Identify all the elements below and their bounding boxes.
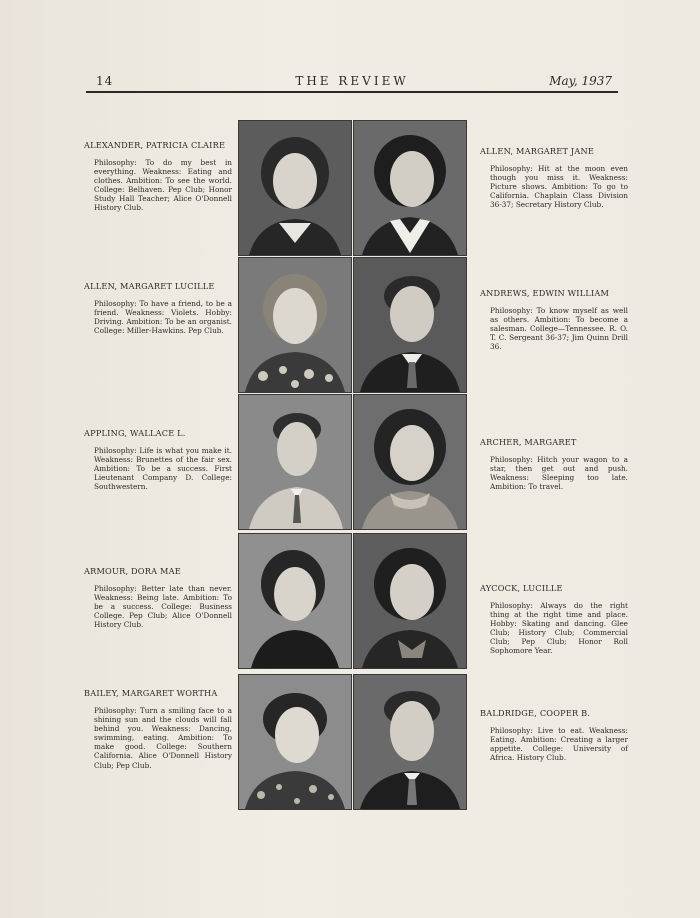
student-portrait-photo bbox=[238, 120, 352, 256]
issue-date: May, 1937 bbox=[549, 74, 612, 88]
page-number: 14 bbox=[96, 74, 114, 88]
student-portrait-photo bbox=[353, 120, 467, 256]
student-entry-left bbox=[84, 428, 232, 491]
portrait-image bbox=[239, 534, 351, 668]
student-entry-left bbox=[84, 140, 232, 213]
portrait-image bbox=[239, 121, 351, 255]
student-name: APPLING, WALLACE L. bbox=[84, 428, 186, 438]
student-portrait-photo bbox=[238, 533, 352, 669]
student-name: AYCOCK, LUCILLE bbox=[480, 583, 563, 593]
student-name: ARMOUR, DORA MAE bbox=[84, 566, 181, 576]
student-entry-right bbox=[480, 146, 628, 209]
student-entry-right bbox=[480, 708, 628, 762]
student-name: ANDREWS, EDWIN WILLIAM bbox=[480, 288, 610, 298]
student-name: BALDRIDGE, COOPER B. bbox=[480, 708, 591, 718]
student-portrait-photo bbox=[238, 674, 352, 810]
portrait-image bbox=[239, 395, 351, 529]
portrait-image bbox=[239, 675, 351, 809]
portrait-image bbox=[354, 258, 466, 392]
student-portrait-photo bbox=[353, 533, 467, 669]
student-bio: Philosophy: Always do the right thing at the right time and place. Hobby: Skating and dancing. Glee Club; History Club; Commercial Club; Pep Club; Honor Roll Sophomore Year. bbox=[490, 601, 628, 656]
student-bio: Philosophy: To know myself as well as others. Ambition: To become a salesman. College—Tennessee. R. O. T. C. Sergeant 36-37; Jim Quinn Drill 36. bbox=[490, 306, 628, 352]
student-bio: Philosophy: Better late than never. Weakness: Being late. Ambition: To be a success. College: Business College. Pep Club; Alice O'Donnell History Club. bbox=[94, 584, 232, 630]
header-rule bbox=[86, 91, 618, 93]
student-name: ALEXANDER, PATRICIA CLAIRE bbox=[84, 140, 226, 150]
student-name: ALLEN, MARGARET JANE bbox=[480, 146, 595, 156]
page-header bbox=[86, 74, 618, 90]
student-bio: Philosophy: Hit at the moon even though you miss it. Weakness: Picture shows. Ambition: To go to California. Chaplain Class Division 36-37; Secretary History Club. bbox=[490, 164, 628, 210]
student-portrait-photo bbox=[353, 394, 467, 530]
student-name: ARCHER, MARGARET bbox=[480, 437, 577, 447]
student-entry-right bbox=[480, 288, 628, 351]
student-entry-right bbox=[480, 583, 628, 656]
student-portrait-photo bbox=[353, 257, 467, 393]
student-entry-left bbox=[84, 688, 232, 770]
student-name: BAILEY, MARGARET WORTHA bbox=[84, 688, 218, 698]
student-bio: Philosophy: To have a friend, to be a friend. Weakness: Violets. Hobby: Driving. Ambition: To be an organist. College: Miller-Hawkins. Pep Club. bbox=[94, 299, 232, 336]
student-portrait-photo bbox=[238, 257, 352, 393]
portrait-image bbox=[354, 395, 466, 529]
portrait-image bbox=[354, 675, 466, 809]
portrait-image bbox=[239, 258, 351, 392]
student-bio: Philosophy: Hitch your wagon to a star, then get out and push. Weakness: Sleeping too late. Ambition: To travel. bbox=[490, 455, 628, 492]
student-portrait-photo bbox=[238, 394, 352, 530]
publication-title: THE REVIEW bbox=[295, 74, 409, 88]
student-name: ALLEN, MARGARET LUCILLE bbox=[84, 281, 215, 291]
student-entry-left bbox=[84, 281, 232, 335]
portrait-image bbox=[354, 534, 466, 668]
student-portrait-photo bbox=[353, 674, 467, 810]
student-entry-left bbox=[84, 566, 232, 629]
portrait-image bbox=[354, 121, 466, 255]
student-bio: Philosophy: Turn a smiling face to a shining sun and the clouds will fall behind you. Weakness: Dancing, swimming, eating. Ambition: To make good. College: Southern California. Alice O'Donnell History Club; Pep Club. bbox=[94, 706, 232, 770]
student-bio: Philosophy: Life is what you make it. Weakness: Brunettes of the fair sex. Ambition: To be a success. First Lieutenant Company D. College: Southwestern. bbox=[94, 446, 232, 492]
student-bio: Philosophy: Live to eat. Weakness: Eating. Ambition: Creating a larger appetite. College: University of Africa. History Club. bbox=[490, 726, 628, 763]
student-entry-right bbox=[480, 437, 628, 491]
student-bio: Philosophy: To do my best in everything. Weakness: Eating and clothes. Ambition: To see the world. College: Belhaven. Pep Club; Honor Study Hall Teacher; Alice O'Donnell History Club. bbox=[94, 158, 232, 213]
